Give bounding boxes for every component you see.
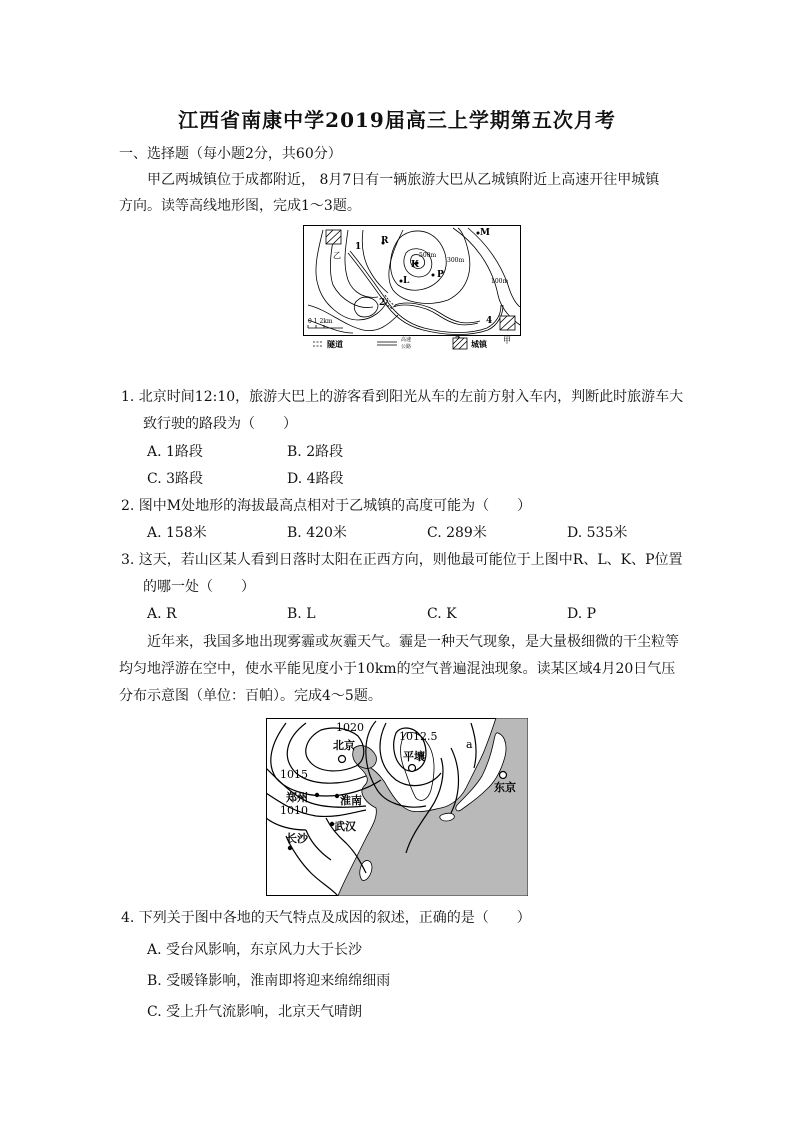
- contour-100-label: 100m: [491, 278, 509, 285]
- q3-stem-line2: 的哪一处（ ）: [143, 579, 255, 595]
- segment-4-label: 4: [486, 316, 493, 326]
- q3-option-c[interactable]: C. K: [427, 606, 457, 622]
- intro1-line1: 甲乙两城镇位于成都附近， 8月7日有一辆旅游大巴从乙城镇附近上高速开往甲城镇: [147, 172, 660, 188]
- q3-stem-line1: 3. 这天，若山区某人看到日落时太阳在正西方向，则他最可能位于上图中R、L、K、P位置: [121, 552, 683, 568]
- q1-option-c[interactable]: C. 3路段: [147, 471, 204, 487]
- q2-option-a[interactable]: A. 158米: [147, 525, 207, 541]
- q1-option-b[interactable]: B. 2路段: [287, 444, 344, 460]
- page-title: 江西省南康中学2019届高三上学期第五次月考: [178, 108, 616, 132]
- q4-option-a[interactable]: A. 受台风影响，东京风力大于长沙: [147, 942, 363, 958]
- q3-option-b[interactable]: B. L: [287, 606, 316, 622]
- intro1-line2: 方向。读等高线地形图，完成1～3题。: [119, 198, 361, 214]
- q1-stem-line2: 致行驶的路段为（ ）: [143, 416, 297, 432]
- q4-option-b[interactable]: B. 受暖锋影响，淮南即将迎来绵绵细雨: [147, 973, 391, 989]
- town-jia-symbol: [500, 316, 515, 330]
- section-heading: 一、选择题（每小题2分，共60分）: [119, 146, 342, 162]
- intro2-line2: 均匀地浮游在空中，使水平能见度小于10km的空气普遍混浊现象。读某区域4月20日气压: [119, 661, 676, 677]
- q2-option-d[interactable]: D. 535米: [567, 525, 628, 541]
- q2-stem: 2. 图中M处地形的海拔最高点相对于乙城镇的高度可能为（ ）: [121, 498, 532, 514]
- point-k-label: K: [411, 260, 419, 270]
- legend-highway-label-2: 公路: [401, 344, 412, 350]
- point-m-label: M: [480, 228, 490, 238]
- q1-stem-line1: 1. 北京时间12:10，旅游大巴上的游客看到阳光从车的左前方射入车内，判断此时旅游车大: [121, 389, 684, 405]
- legend-tunnel-symbol: [313, 342, 323, 346]
- q1-option-d[interactable]: D. 4路段: [287, 471, 344, 487]
- japan-south-island: [440, 813, 455, 821]
- segment-1-label: 1: [355, 242, 362, 252]
- intro2-line1: 近年来，我国多地出现雾霾或灰霾天气。霾是一种天气现象，是大量极细微的干尘粒等: [147, 634, 679, 650]
- legend-highway-label-1: 高速: [401, 337, 412, 343]
- city-changsha-label: 长沙: [286, 832, 308, 845]
- q2-option-c[interactable]: C. 289米: [427, 525, 487, 541]
- city-pyongyang-label: 平壤: [403, 750, 425, 763]
- q4-stem: 4. 下列关于图中各地的天气特点及成因的叙述，正确的是（ ）: [121, 910, 531, 926]
- legend-town-symbol: [453, 338, 467, 349]
- point-l-label: L: [403, 276, 410, 286]
- contour-300-label: 300m: [447, 257, 465, 264]
- map1-legend: [313, 336, 488, 350]
- city-huainan-label: 淮南: [340, 794, 362, 807]
- town-yi-symbol: [326, 230, 341, 244]
- scale-label: 0 1 2km: [308, 318, 333, 325]
- isobar-1015-label: 1015: [280, 768, 308, 781]
- pressure-map-figure: [266, 718, 528, 896]
- q1-option-a[interactable]: A. 1路段: [147, 444, 203, 460]
- city-wuhan-label: 武汉: [334, 820, 356, 833]
- isobar-1020-label: 1020: [336, 721, 364, 734]
- q3-option-d[interactable]: D. P: [567, 606, 597, 622]
- point-r-label: R: [381, 236, 389, 246]
- contour-map-figure: [303, 225, 521, 355]
- legend-highway-symbol: [377, 342, 397, 345]
- marker-a-label: a: [466, 738, 473, 751]
- point-p-label: P: [437, 270, 444, 280]
- q3-option-a[interactable]: A. R: [147, 606, 177, 622]
- segment-2-label: 2: [379, 298, 386, 308]
- q4-option-c[interactable]: C. 受上升气流影响，北京天气晴朗: [147, 1004, 363, 1020]
- legend-town-label: 城镇: [471, 339, 487, 349]
- town-jia-label: 甲: [503, 336, 511, 345]
- isobar-1010-label: 1010: [280, 804, 308, 817]
- city-beijing-label: 北京: [333, 739, 355, 752]
- isobar-1012-label: 1012.5: [399, 730, 438, 743]
- intro2-line3: 分布示意图（单位：百帕）。完成4～5题。: [119, 688, 382, 704]
- city-zhengzhou-label: 郑州: [286, 791, 308, 804]
- q2-option-b[interactable]: B. 420米: [287, 525, 347, 541]
- legend-tunnel-label: 隧道: [327, 339, 343, 349]
- city-tokyo-label: 东京: [494, 781, 516, 794]
- town-yi-label: 乙: [333, 251, 341, 260]
- contour-500-label: 500m: [419, 252, 437, 259]
